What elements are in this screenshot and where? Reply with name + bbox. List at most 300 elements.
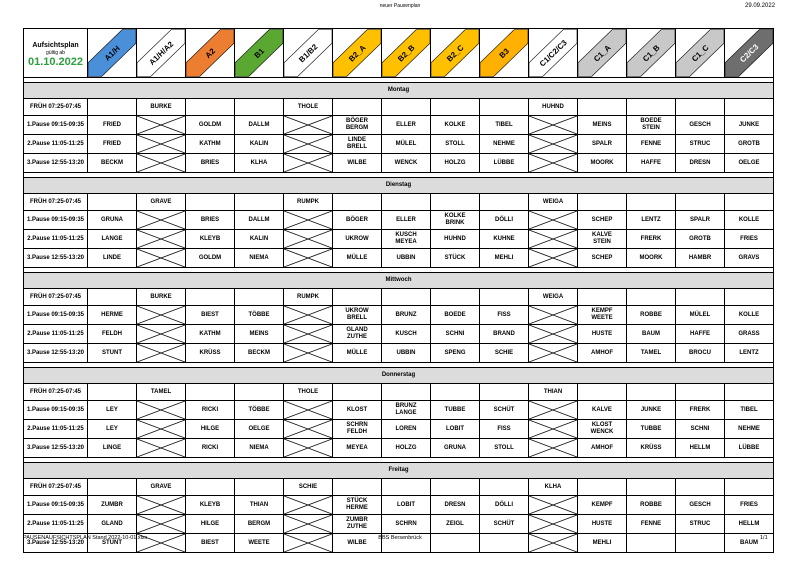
staff-cell: [235, 99, 284, 116]
staff-cell: KOLKE BRINK: [431, 211, 480, 230]
crossed-cell: [284, 344, 333, 363]
table-row: [24, 306, 774, 325]
staff-cell: DÖLLI: [480, 496, 529, 515]
staff-cell: UBBIN: [382, 344, 431, 363]
staff-cell: HUHND: [529, 99, 578, 116]
staff-cell: HOLZG: [431, 154, 480, 173]
table-row: [24, 401, 774, 420]
time-slot: 1.Pause 09:15-09:35: [24, 401, 88, 420]
table-row: [24, 116, 774, 135]
cross-mark: [284, 211, 332, 229]
cross-mark: [284, 401, 332, 419]
staff-cell: [431, 479, 480, 496]
staff-cell: MÜLEL: [382, 135, 431, 154]
staff-cell: LOBIT: [382, 496, 431, 515]
staff-cell: [88, 99, 137, 116]
column-label: B1/B2: [297, 42, 320, 65]
cross-mark: [137, 135, 185, 153]
staff-cell: KLHA: [235, 154, 284, 173]
staff-cell: FRERK: [676, 401, 725, 420]
staff-cell: LOBIT: [431, 420, 480, 439]
staff-cell: MEHLI: [578, 534, 627, 553]
staff-cell: GOLDM: [186, 249, 235, 268]
staff-cell: NEHME: [725, 420, 774, 439]
column-header-band: [676, 29, 724, 77]
crossed-cell: [284, 211, 333, 230]
cross-mark: [529, 496, 577, 514]
staff-cell: ROBBE: [627, 306, 676, 325]
staff-cell: [627, 384, 676, 401]
column-header: [725, 29, 774, 78]
column-label: C2/C3: [738, 42, 761, 65]
staff-cell: SCHRN: [382, 515, 431, 534]
staff-cell: BIEST: [186, 534, 235, 553]
crossed-cell: [529, 344, 578, 363]
staff-cell: MEYEA: [333, 439, 382, 458]
crossed-cell: [284, 401, 333, 420]
staff-cell: TAMEL: [137, 384, 186, 401]
staff-cell: [578, 289, 627, 306]
table-row: [24, 211, 774, 230]
column-label: B1: [252, 46, 267, 61]
staff-cell: HILGE: [186, 420, 235, 439]
column-header: [627, 29, 676, 78]
staff-cell: GROTB: [725, 135, 774, 154]
staff-cell: UKROW BRELL: [333, 306, 382, 325]
staff-cell: WILBE: [333, 534, 382, 553]
staff-cell: STÜCK HERME: [333, 496, 382, 515]
header-info-cell: [24, 29, 88, 78]
staff-cell: FELDH: [88, 325, 137, 344]
plan-title: Aufsichtsplan: [32, 42, 79, 49]
cross-mark: [137, 515, 185, 533]
cross-mark: [137, 116, 185, 134]
staff-cell: ZUMBR: [88, 496, 137, 515]
staff-cell: [88, 479, 137, 496]
document-title: neuer Pausenplan: [379, 3, 421, 9]
staff-cell: [627, 194, 676, 211]
staff-cell: MEINS: [235, 325, 284, 344]
cross-mark: [137, 439, 185, 457]
staff-cell: KALIN: [235, 230, 284, 249]
column-label: B2_C: [444, 43, 466, 64]
column-header: [333, 29, 382, 78]
staff-cell: BRAND: [480, 325, 529, 344]
staff-cell: KLEYB: [186, 230, 235, 249]
staff-cell: LENTZ: [725, 344, 774, 363]
cross-mark: [137, 211, 185, 229]
staff-cell: KLHA: [529, 479, 578, 496]
staff-cell: [431, 289, 480, 306]
crossed-cell: [284, 116, 333, 135]
staff-cell: KLEYB: [186, 496, 235, 515]
footer-filename: PAUSENAUFSICHTSPLAN Stand 2022-10-01.xlsx: [23, 535, 148, 541]
table-row: [24, 99, 774, 116]
staff-cell: MOORK: [627, 249, 676, 268]
column-label: C1_C: [689, 43, 711, 64]
column-header-band: [382, 29, 430, 77]
staff-cell: KLOST: [333, 401, 382, 420]
staff-cell: [431, 99, 480, 116]
staff-cell: KUSCH: [382, 325, 431, 344]
staff-cell: LOREN: [382, 420, 431, 439]
staff-cell: KRÜSS: [627, 439, 676, 458]
column-header: [137, 29, 186, 78]
staff-cell: HAFFE: [676, 325, 725, 344]
column-label: A2: [203, 46, 218, 61]
staff-cell: RICKI: [186, 439, 235, 458]
staff-cell: MEHLI: [480, 249, 529, 268]
staff-cell: [725, 289, 774, 306]
cross-mark: [284, 230, 332, 248]
crossed-cell: [137, 230, 186, 249]
staff-cell: TUBBE: [627, 420, 676, 439]
column-header-band: [186, 29, 234, 77]
staff-cell: [235, 194, 284, 211]
staff-cell: [578, 194, 627, 211]
table-row: [24, 249, 774, 268]
staff-cell: NIEMA: [235, 439, 284, 458]
staff-cell: SCHIE: [284, 479, 333, 496]
staff-cell: HELLM: [725, 515, 774, 534]
staff-cell: HERME: [88, 306, 137, 325]
column-header-band: [480, 29, 528, 77]
staff-cell: DÖLLI: [480, 211, 529, 230]
cross-mark: [284, 420, 332, 438]
staff-cell: TAMEL: [627, 344, 676, 363]
staff-cell: [186, 479, 235, 496]
crossed-cell: [529, 420, 578, 439]
cross-mark: [284, 439, 332, 457]
staff-cell: KRÜSS: [186, 344, 235, 363]
staff-cell: OELGE: [235, 420, 284, 439]
cross-mark: [137, 306, 185, 324]
staff-cell: FRIES: [725, 496, 774, 515]
column-header: [284, 29, 333, 78]
staff-cell: [627, 479, 676, 496]
cross-mark: [284, 496, 332, 514]
staff-cell: [725, 384, 774, 401]
staff-cell: FRIED: [88, 116, 137, 135]
staff-cell: FENNE: [627, 515, 676, 534]
staff-cell: [676, 194, 725, 211]
crossed-cell: [529, 306, 578, 325]
time-slot: 3.Pause 12:55-13:20: [24, 249, 88, 268]
column-header-band: [431, 29, 479, 77]
cross-mark: [529, 116, 577, 134]
staff-cell: MEINS: [578, 116, 627, 135]
crossed-cell: [137, 344, 186, 363]
crossed-cell: [137, 401, 186, 420]
table-row: [24, 325, 774, 344]
cross-mark: [284, 306, 332, 324]
crossed-cell: [137, 325, 186, 344]
staff-cell: RICKI: [186, 401, 235, 420]
crossed-cell: [284, 515, 333, 534]
table-row: [24, 420, 774, 439]
staff-cell: [235, 384, 284, 401]
column-header: [529, 29, 578, 78]
staff-cell: SCHNI: [676, 420, 725, 439]
table-row: [24, 439, 774, 458]
staff-cell: FRIES: [725, 230, 774, 249]
crossed-cell: [529, 325, 578, 344]
staff-cell: BRUNZ: [382, 306, 431, 325]
staff-cell: GOLDM: [186, 116, 235, 135]
table-row: [24, 135, 774, 154]
column-header-band: [284, 29, 332, 77]
cross-mark: [529, 420, 577, 438]
staff-cell: WEETE: [235, 534, 284, 553]
staff-cell: KALVE STEIN: [578, 230, 627, 249]
staff-cell: [88, 289, 137, 306]
time-slot: 1.Pause 09:15-09:35: [24, 211, 88, 230]
cross-mark: [137, 420, 185, 438]
staff-cell: RUMPK: [284, 194, 333, 211]
document-date: 29.09.2022: [745, 3, 776, 9]
column-header-band: [235, 29, 283, 77]
column-header-band: [627, 29, 675, 77]
staff-cell: GRUNA: [88, 211, 137, 230]
staff-cell: THOLE: [284, 384, 333, 401]
staff-cell: MÜLLE: [333, 249, 382, 268]
crossed-cell: [137, 515, 186, 534]
cross-mark: [529, 439, 577, 457]
staff-cell: BIEST: [186, 306, 235, 325]
cross-mark: [529, 306, 577, 324]
day-name: Mittwoch: [24, 273, 774, 289]
staff-cell: [88, 194, 137, 211]
column-header: [235, 29, 284, 78]
column-header-band: [88, 29, 136, 77]
staff-cell: FRIED: [88, 135, 137, 154]
staff-cell: [676, 384, 725, 401]
crossed-cell: [529, 515, 578, 534]
staff-cell: [382, 99, 431, 116]
staff-cell: JUNKE: [725, 116, 774, 135]
crossed-cell: [529, 154, 578, 173]
staff-cell: GESCH: [676, 496, 725, 515]
column-header: [676, 29, 725, 78]
staff-cell: BAUM: [725, 534, 774, 553]
staff-cell: HUSTE: [578, 325, 627, 344]
staff-cell: TIBEL: [480, 116, 529, 135]
staff-cell: SCHRN FELDH: [333, 420, 382, 439]
staff-cell: AMHOF: [578, 344, 627, 363]
time-slot: FRÜH 07:25-07:45: [24, 384, 88, 401]
staff-cell: TIBEL: [725, 401, 774, 420]
column-header: [382, 29, 431, 78]
crossed-cell: [284, 135, 333, 154]
staff-cell: TÖBBE: [235, 306, 284, 325]
staff-cell: HUSTE: [578, 515, 627, 534]
time-slot: 2.Pause 11:05-11:25: [24, 230, 88, 249]
cross-mark: [529, 515, 577, 533]
staff-cell: KATHM: [186, 325, 235, 344]
time-slot: FRÜH 07:25-07:45: [24, 289, 88, 306]
crossed-cell: [529, 230, 578, 249]
crossed-cell: [137, 496, 186, 515]
staff-cell: GESCH: [676, 116, 725, 135]
crossed-cell: [137, 420, 186, 439]
cross-mark: [137, 344, 185, 362]
staff-cell: ELLER: [382, 211, 431, 230]
staff-cell: [186, 194, 235, 211]
cross-mark: [529, 344, 577, 362]
crossed-cell: [284, 439, 333, 458]
table-row: [24, 496, 774, 515]
staff-cell: KALVE: [578, 401, 627, 420]
staff-cell: [725, 194, 774, 211]
staff-cell: KLOST WENCK: [578, 420, 627, 439]
crossed-cell: [137, 116, 186, 135]
staff-cell: KEMPF WEETE: [578, 306, 627, 325]
time-slot: 1.Pause 09:15-09:35: [24, 306, 88, 325]
staff-cell: [333, 99, 382, 116]
staff-cell: SPENG: [431, 344, 480, 363]
staff-cell: KOLLE: [725, 306, 774, 325]
staff-cell: LEY: [88, 420, 137, 439]
staff-cell: KUSCH MEYEA: [382, 230, 431, 249]
staff-cell: SCHEP: [578, 249, 627, 268]
plan-valid-date: 01.10.2022: [27, 56, 84, 68]
cross-mark: [529, 401, 577, 419]
staff-cell: [578, 99, 627, 116]
column-label: A1/H: [102, 43, 122, 63]
column-header-band: [137, 29, 185, 77]
staff-cell: [186, 289, 235, 306]
table-row: [24, 515, 774, 534]
staff-cell: [578, 479, 627, 496]
day-name: Freitag: [24, 463, 774, 479]
staff-cell: [480, 289, 529, 306]
staff-cell: [333, 289, 382, 306]
staff-cell: LINGE: [88, 439, 137, 458]
staff-cell: GRAVE: [137, 479, 186, 496]
staff-cell: DRESN: [676, 154, 725, 173]
staff-cell: HOLZG: [382, 439, 431, 458]
cross-mark: [529, 211, 577, 229]
cross-mark: [529, 230, 577, 248]
staff-cell: KOLKE: [431, 116, 480, 135]
staff-cell: BÖGER: [333, 211, 382, 230]
staff-cell: GRASS: [725, 325, 774, 344]
cross-mark: [284, 135, 332, 153]
crossed-cell: [529, 496, 578, 515]
time-slot: 2.Pause 11:05-11:25: [24, 515, 88, 534]
staff-cell: DRESN: [431, 496, 480, 515]
column-header: [88, 29, 137, 78]
footer-school: BBS Bersenbrück: [378, 535, 422, 541]
staff-cell: KUHNE: [480, 230, 529, 249]
staff-cell: KATHM: [186, 135, 235, 154]
cross-mark: [137, 230, 185, 248]
time-slot: 2.Pause 11:05-11:25: [24, 420, 88, 439]
time-slot: 3.Pause 12:55-13:20: [24, 344, 88, 363]
staff-cell: GLAND: [88, 515, 137, 534]
staff-cell: THIAN: [235, 496, 284, 515]
crossed-cell: [284, 154, 333, 173]
crossed-cell: [284, 325, 333, 344]
staff-cell: [480, 384, 529, 401]
staff-cell: [235, 289, 284, 306]
day-header-row: [24, 273, 774, 289]
staff-cell: HELLM: [676, 439, 725, 458]
staff-cell: GLAND ZUTHE: [333, 325, 382, 344]
staff-cell: MOORK: [578, 154, 627, 173]
staff-cell: KALIN: [235, 135, 284, 154]
staff-cell: BECKM: [88, 154, 137, 173]
column-header: [186, 29, 235, 78]
crossed-cell: [284, 420, 333, 439]
schedule-table: [23, 28, 774, 553]
crossed-cell: [284, 306, 333, 325]
staff-cell: UKROW: [333, 230, 382, 249]
staff-cell: WILBE: [333, 154, 382, 173]
crossed-cell: [137, 439, 186, 458]
footer-page: 1/1: [760, 535, 768, 541]
staff-cell: NIEMA: [235, 249, 284, 268]
day-header-row: [24, 463, 774, 479]
staff-cell: BÖGER BERGM: [333, 116, 382, 135]
staff-cell: DALLM: [235, 116, 284, 135]
staff-cell: SPALR: [578, 135, 627, 154]
staff-cell: [480, 194, 529, 211]
staff-cell: [382, 479, 431, 496]
cross-mark: [284, 116, 332, 134]
staff-cell: LÜBBE: [725, 439, 774, 458]
staff-cell: SCHÜT: [480, 401, 529, 420]
day-name: Dienstag: [24, 178, 774, 194]
time-slot: 3.Pause 12:55-13:20: [24, 154, 88, 173]
column-header-band: [529, 29, 577, 77]
staff-cell: [186, 99, 235, 116]
cross-mark: [137, 154, 185, 172]
staff-cell: DALLM: [235, 211, 284, 230]
staff-cell: WEIGA: [529, 194, 578, 211]
day-name: Montag: [24, 83, 774, 99]
crossed-cell: [284, 249, 333, 268]
day-header-row: [24, 83, 774, 99]
staff-cell: [578, 384, 627, 401]
cross-mark: [284, 154, 332, 172]
staff-cell: SCHNI: [431, 325, 480, 344]
table-row: [24, 289, 774, 306]
cross-mark: [137, 325, 185, 343]
day-header-row: [24, 178, 774, 194]
staff-cell: LENTZ: [627, 211, 676, 230]
time-slot: 3.Pause 12:55-13:20: [24, 534, 88, 553]
crossed-cell: [529, 211, 578, 230]
staff-cell: OELGE: [725, 154, 774, 173]
crossed-cell: [137, 306, 186, 325]
crossed-cell: [137, 249, 186, 268]
staff-cell: GROTB: [676, 230, 725, 249]
column-header: [578, 29, 627, 78]
staff-cell: BOEDE: [431, 306, 480, 325]
cross-mark: [284, 249, 332, 267]
staff-cell: BAUM: [627, 325, 676, 344]
staff-cell: BURKE: [137, 289, 186, 306]
cross-mark: [529, 325, 577, 343]
staff-cell: KOLLE: [725, 211, 774, 230]
cross-mark: [137, 401, 185, 419]
column-label: C1_A: [591, 43, 613, 64]
time-slot: FRÜH 07:25-07:45: [24, 99, 88, 116]
cross-mark: [137, 249, 185, 267]
staff-cell: TÖBBE: [235, 401, 284, 420]
table-row: [24, 384, 774, 401]
